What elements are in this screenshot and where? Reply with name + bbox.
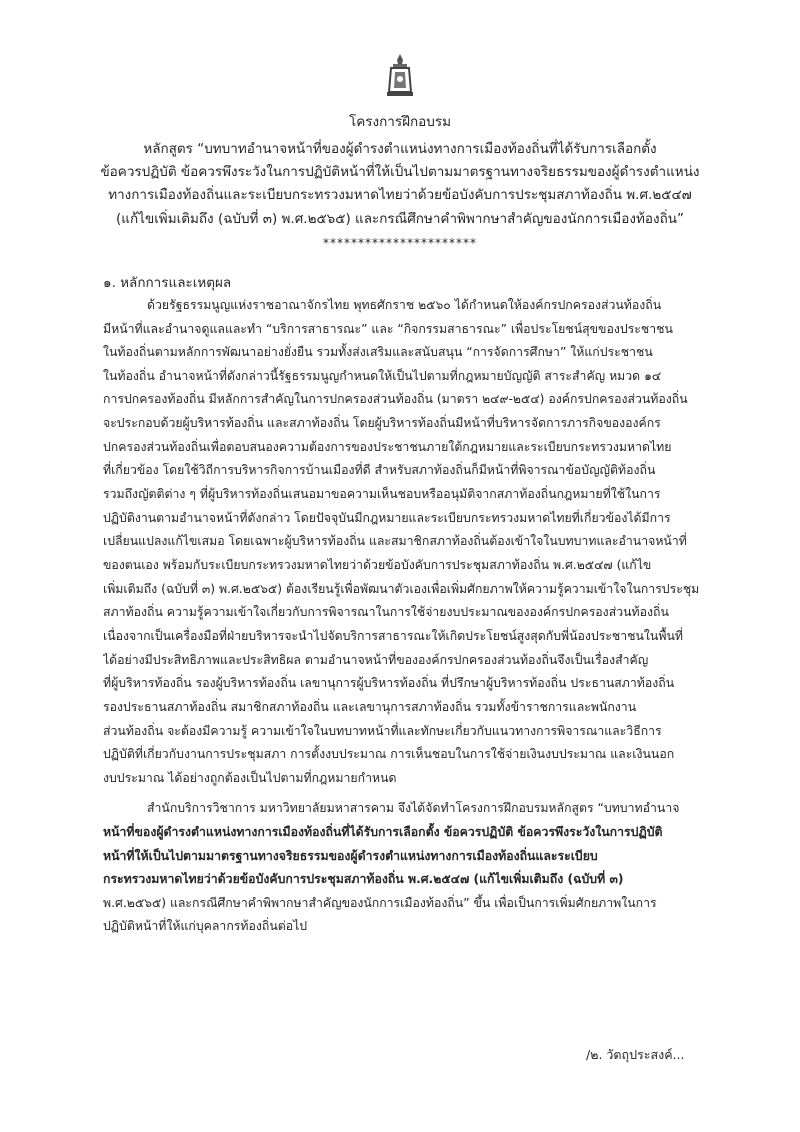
paragraph-line: สำนักบริการวิชาการ มหาวิทยาลัยมหาสารคาม จึงได้จัดทำโครงการฝึกอบรมหลักสูตร “บทบาทอำนาจ [147, 801, 680, 815]
paragraph-line: รองประธานสภาท้องถิ่น สมาชิกสภาท้องถิ่น และเลขานุการสภาท้องถิ่น รวมทั้งข้าราชการและพนักงาน [103, 700, 637, 714]
title-line: หลักสูตร “บทบาทอำนาจหน้าที่ของผู้ดำรงตำแหน่งทางการเมืองท้องถิ่นที่ได้รับการเลือกตั้ง [143, 141, 657, 157]
paragraph-line: รวมถึงญัตติต่าง ๆ ที่ผู้บริหารท้องถิ่นเสนอมาขอความเห็นชอบหรืออนุมัติจากสภาท้องถิ่นกฎหมายที่ใช้ในการ [103, 487, 661, 501]
paragraph-line: ในท้องถิ่นตามหลักการพัฒนาอย่างยั่งยืน รวมทั้งส่งเสริมและสนับสนุน “การจัดการศึกษา” ให้แก่ประชาชน [103, 345, 653, 359]
paragraph-line: พ.ศ.๒๕๖๕) และกรณีศึกษาคำพิพากษาสำคัญของนักการเมืองท้องถิ่น” ขึ้น เพื่อเป็นการเพิ่มศักยภาพในการ [103, 896, 657, 910]
paragraph-line: เนื่องจากเป็นเครื่องมือที่ฝ่ายบริหารจะนำไปจัดบริการสาธารณะให้เกิดประโยชน์สูงสุดกับพี่น้องประชาชนในพื้นที่ [103, 629, 683, 643]
paragraph-line: ปกครองส่วนท้องถิ่นเพื่อตอบสนองความต้องการของประชาชนภายใต้กฎหมายและระเบียบกระทรวงมหาดไทย [103, 440, 672, 454]
paragraph-line: เปลี่ยนแปลงแก้ไขเสมอ โดยเฉพาะผู้บริหารท้องถิ่น และสมาชิกสภาท้องถิ่นต้องเข้าใจในบทบาทและอำนาจหน้าที่ [103, 534, 687, 548]
paragraph-line: ส่วนท้องถิ่น จะต้องมีความรู้ ความเข้าใจในบทบาทหน้าที่และทักษะเกี่ยวกับแนวทางการพิจารณาและวิธีการ [103, 724, 662, 738]
paragraph-line-bold: กระทรวงมหาดไทยว่าด้วยข้อบังคับการประชุมสภาท้องถิ่น พ.ศ.๒๕๔๗ (แก้ไขเพิ่มเติมถึง (ฉบับที่ ๓) [103, 872, 624, 886]
title-line: (แก้ไขเพิ่มเติมถึง (ฉบับที่ ๓) พ.ศ.๒๕๖๕) และกรณีศึกษาคำพิพากษาสำคัญของนักการเมืองท้องถิ่น” [116, 211, 684, 227]
continuation-note: /๒. วัตถุประสงค์... [586, 1047, 685, 1062]
paragraph-line: ปฏิบัติงานตามอำนาจหน้าที่ดังกล่าว โดยปัจจุบันมีกฎหมายและระเบียบกระทรวงมหาดไทยที่เกี่ยวข้องได้มีการ [103, 511, 671, 525]
paragraph-line: มีหน้าที่และอำนาจดูแลและทำ “บริการสาธารณะ” และ “กิจกรรมสาธารณะ” เพื่อประโยชน์สุขของประชาชน [103, 322, 673, 336]
project-label: โครงการฝึกอบรม [348, 114, 452, 130]
paragraph-line: ปฏิบัติที่เกี่ยวกับงานการประชุมสภา การตั้งงบประมาณ การเห็นชอบในการใช้จ่ายเงินงบประมาณ และเงินนอก [103, 747, 675, 761]
paragraph-line-bold: หน้าที่ของผู้ดำรงตำแหน่งทางการเมืองท้องถิ่นที่ได้รับการเลือกตั้ง ข้อควรปฏิบัติ ข้อควรพึงระวังในการปฏิบัติ [103, 825, 663, 839]
section-heading: ๑. หลักการและเหตุผล [103, 275, 232, 291]
paragraph-line: ด้วยรัฐธรรมนูญแห่งราชอาณาจักรไทย พุทธศักราช ๒๕๖๐ ได้กำหนดให้องค์กรปกครองส่วนท้องถิ่น [147, 298, 662, 312]
paragraph-line: สภาท้องถิ่น ความรู้ความเข้าใจเกี่ยวกับการพิจารณาในการใช้จ่ายงบประมาณขององค์กรปกครองส่วนท้องถิ่น [103, 605, 669, 619]
title-line: ข้อควรปฏิบัติ ข้อควรพึงระวังในการปฏิบัติหน้าที่ให้เป็นไปตามมาตรฐานทางจริยธรรมของผู้ดำรงตำแหน่ง [100, 164, 700, 180]
paragraph-line: ที่เกี่ยวข้อง โดยใช้วิถีการบริหารกิจการบ้านเมืองที่ดี สำหรับสภาท้องถิ่นก็มีหน้าที่พิจารณาข้อบัญญัติท้องถิ่น [103, 463, 656, 477]
paragraph-line: ของตนเอง พร้อมกับระเบียบกระทรวงมหาดไทยว่าด้วยข้อบังคับการประชุมสภาท้องถิ่น พ.ศ.๒๕๔๗ (แก้ไข [103, 558, 652, 572]
paragraph-line-bold: หน้าที่ให้เป็นไปตามมาตรฐานทางจริยธรรมของผู้ดำรงตำแหน่งทางการเมืองท้องถิ่นและระเบียบ [103, 849, 598, 863]
paragraph-line: งบประมาณ ได้อย่างถูกต้องเป็นไปตามที่กฎหมายกำหนด [103, 771, 397, 785]
paragraph-line: ปฏิบัติหน้าที่ให้แก่บุคลากรท้องถิ่นต่อไป [103, 919, 308, 933]
paragraph-line: ที่ผู้บริหารท้องถิ่น รองผู้บริหารท้องถิ่น เลขานุการผู้บริหารท้องถิ่น ที่ปรึกษาผู้บริหารท้องถิ่น ประธานสภาท้องถิ่น [103, 676, 675, 690]
paragraph-line: เพิ่มเติมถึง (ฉบับที่ ๓) พ.ศ.๒๕๖๕) ต้องเรียนรู้เพื่อพัฒนาตัวเองเพื่อเพิ่มศักยภาพให้ความรู้ความเข้าใจในการประชุม [103, 582, 700, 596]
title-line: ทางการเมืองท้องถิ่นและระเบียบกระทรวงมหาดไทยว่าด้วยข้อบังคับการประชุมสภาท้องถิ่น พ.ศ.๒๕๔๗ [108, 187, 692, 203]
paragraph-line: ในท้องถิ่น อำนาจหน้าที่ดังกล่าวนี้รัฐธรรมนูญกำหนดให้เป็นไปตามที่กฎหมายบัญญัติ สาระสำคัญ หมวด ๑๔ [103, 369, 662, 383]
paragraph-line: จะประกอบด้วยผู้บริหารท้องถิ่น และสภาท้องถิ่น โดยผู้บริหารท้องถิ่นมีหน้าที่บริหารจัดการภารกิจขององค์กร [103, 416, 661, 430]
separator-stars: ********************** [323, 236, 477, 250]
university-emblem-icon [383, 52, 417, 98]
paragraph-line: การปกครองท้องถิ่น มีหลักการสำคัญในการปกครองส่วนท้องถิ่น (มาตรา ๒๔๙-๒๕๔) องค์กรปกครองส่วนท้องถิ่น [103, 392, 688, 406]
paragraph-line: ได้อย่างมีประสิทธิภาพและประสิทธิผล ตามอำนาจหน้าที่ขององค์กรปกครองส่วนท้องถิ่นจึงเป็นเรื่องสำคัญ [103, 653, 649, 667]
